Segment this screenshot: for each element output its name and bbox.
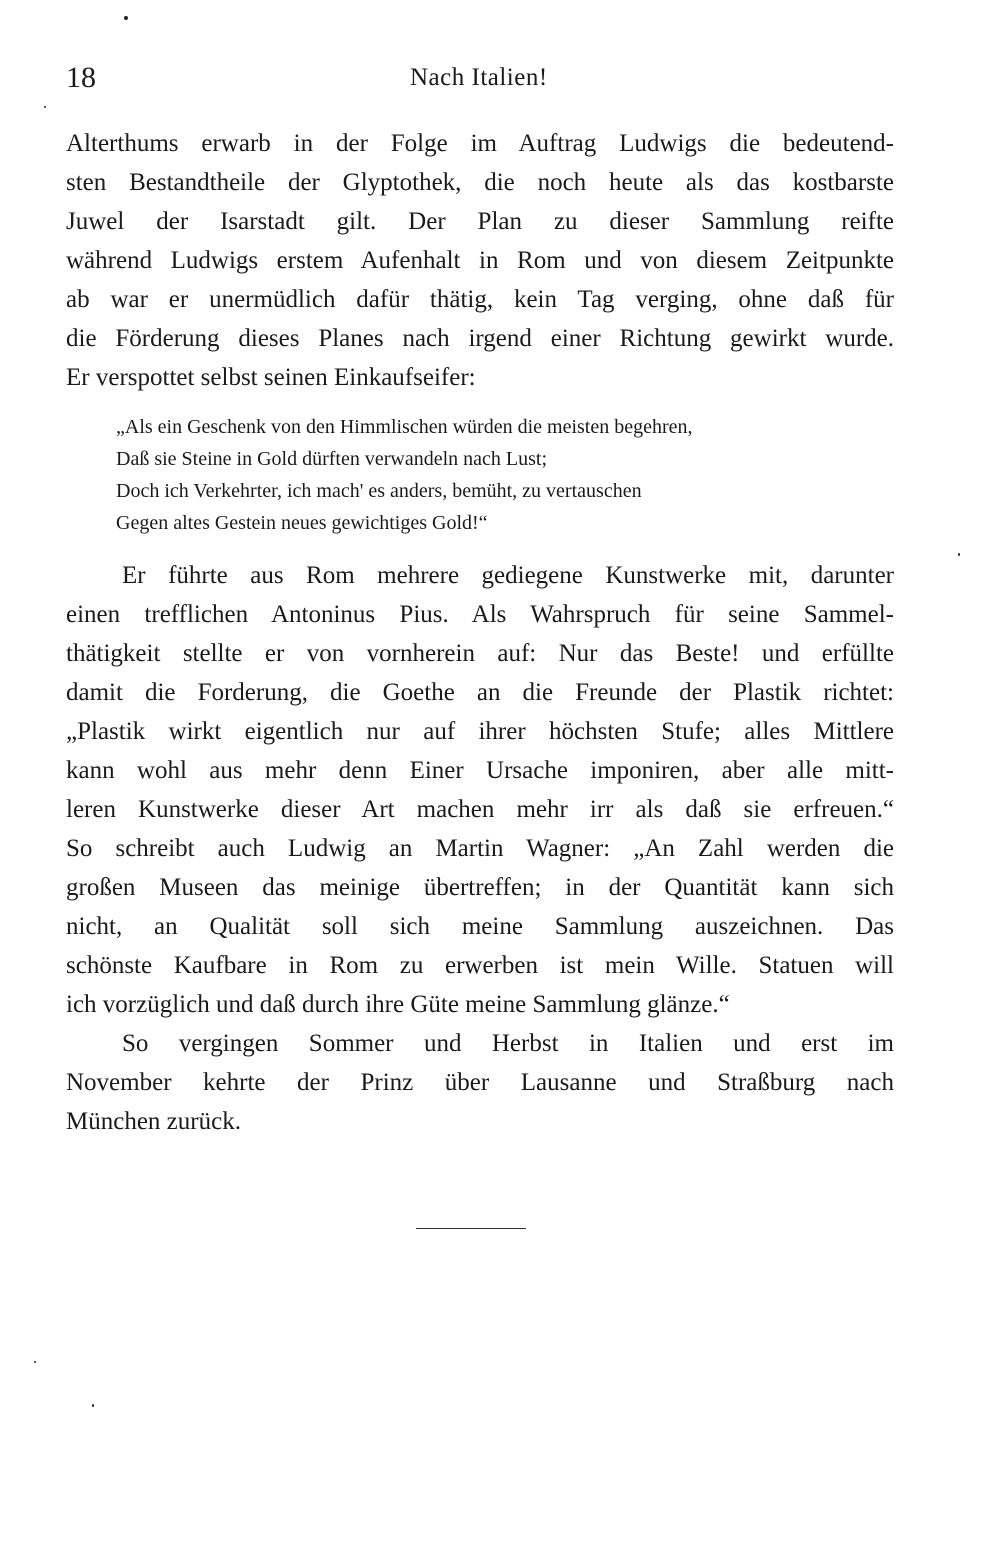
print-speck (44, 106, 46, 108)
text-line: ab war er unermüdlich dafür thätig, kein Tag verging, ohne daß für (66, 286, 894, 313)
text-line: während Ludwigs erstem Aufenhalt in Rom und von diesem Zeitpunkte (66, 247, 894, 274)
text-line: leren Kunstwerke dieser Art machen mehr irr als daß sie erfreuen.“ (66, 796, 894, 823)
text-line: „Plastik wirkt eigentlich nur auf ihrer höchsten Stufe; alles Mittlere (66, 718, 894, 745)
paragraph-1 (66, 124, 894, 397)
verse-line: Gegen altes Gestein neues gewichtiges Gold!“ (116, 512, 488, 534)
print-speck (92, 1404, 94, 1407)
text-line: thätigkeit stellte er von vornherein auf: Nur das Beste! und erfüllte (66, 640, 894, 667)
verse-line: Doch ich Verkehrter, ich mach' es anders, bemüht, zu vertauschen (116, 480, 642, 502)
text-line: Er führte aus Rom mehrere gediegene Kunstwerke mit, darunter (122, 562, 894, 589)
text-line: sten Bestandtheile der Glyptothek, die noch heute als das kostbarste (66, 169, 894, 196)
verse-line: „Als ein Geschenk von den Himmlischen würden die meisten begehren, (116, 416, 693, 438)
verse-quotation (116, 411, 836, 539)
text-line: die Förderung dieses Planes nach irgend einer Richtung gewirkt wurde. (66, 325, 894, 352)
verse-line: Daß sie Steine in Gold dürften verwandeln nach Lust; (116, 448, 547, 470)
closing-rule (416, 1228, 526, 1229)
text-line: großen Museen das meinige übertreffen; in der Quantität kann sich (66, 874, 894, 901)
print-speck (34, 1361, 36, 1363)
text-line: kann wohl aus mehr denn Einer Ursache imponiren, aber alle mitt- (66, 757, 894, 784)
print-speck (124, 16, 128, 20)
page-header (66, 58, 896, 98)
text-line: einen trefflichen Antoninus Pius. Als Wahrspruch für seine Sammel- (66, 601, 894, 628)
text-line: München zurück. (66, 1108, 241, 1135)
text-line: ich vorzüglich und daß durch ihre Güte meine Sammlung glänze.“ (66, 991, 730, 1018)
page-number: 18 (66, 61, 96, 94)
text-line: Er verspottet selbst seinen Einkaufseifer: (66, 364, 476, 391)
text-line: Alterthums erwarb in der Folge im Auftrag Ludwigs die bedeutend- (66, 130, 894, 157)
print-speck (958, 553, 960, 556)
text-line: So vergingen Sommer und Herbst in Italien und erst im (122, 1030, 894, 1057)
text-line: So schreibt auch Ludwig an Martin Wagner: „An Zahl werden die (66, 835, 894, 862)
text-line: November kehrte der Prinz über Lausanne und Straßburg nach (66, 1069, 894, 1096)
running-head: Nach Italien! (410, 64, 548, 91)
text-line: schönste Kaufbare in Rom zu erwerben ist mein Wille. Statuen will (66, 952, 894, 979)
text-line: nicht, an Qualität soll sich meine Sammlung auszeichnen. Das (66, 913, 894, 940)
paragraph-2 (66, 556, 894, 1141)
text-line: damit die Forderung, die Goethe an die Freunde der Plastik richtet: (66, 679, 894, 706)
text-line: Juwel der Isarstadt gilt. Der Plan zu dieser Sammlung reifte (66, 208, 894, 235)
